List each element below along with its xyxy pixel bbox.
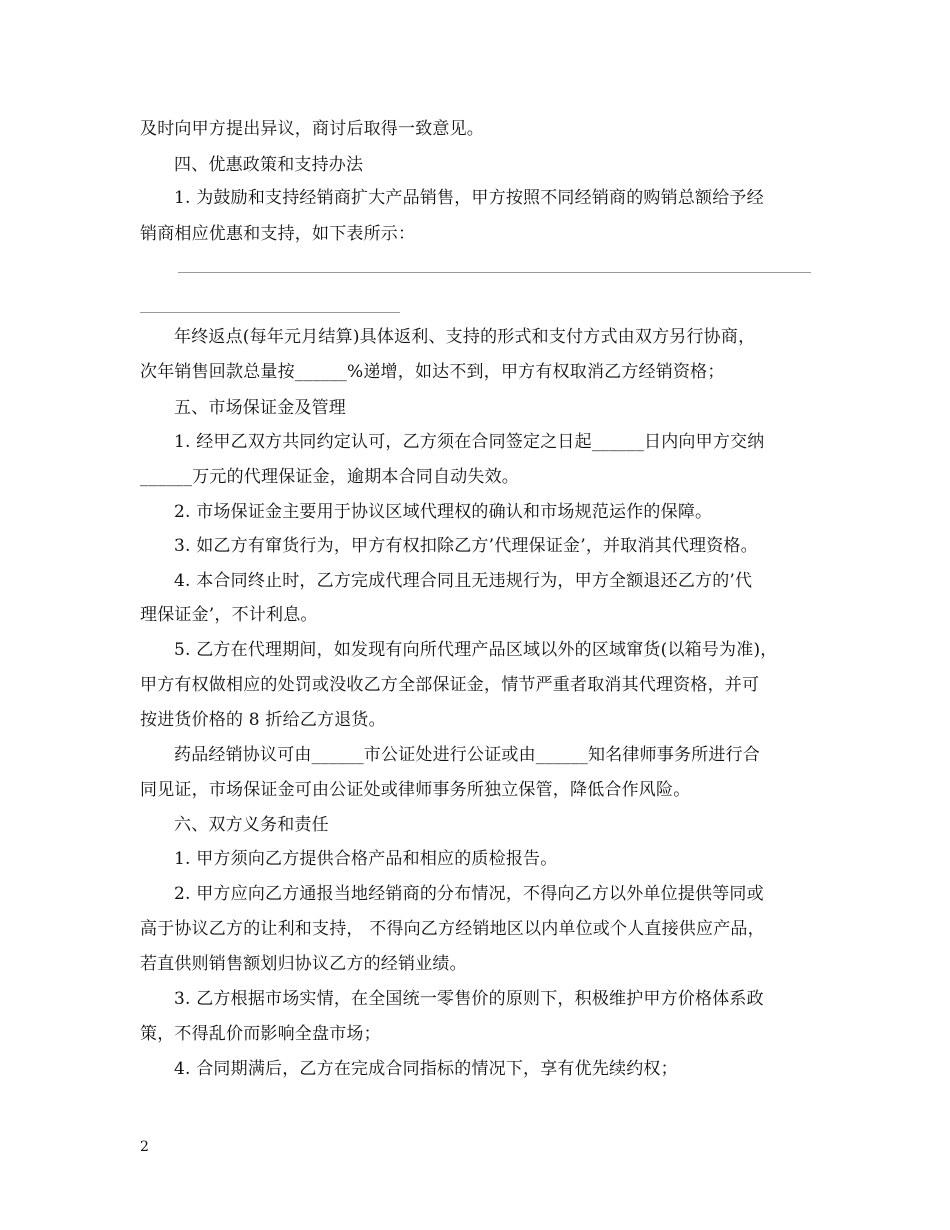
text-line: 5. 乙方在代理期间，如发现有向所代理产品区域以外的区域窜货(以箱号为准)， bbox=[174, 640, 778, 660]
section-heading-6: 六、双方义务和责任 bbox=[174, 815, 329, 835]
text-line: 1. 为鼓励和支持经销商扩大产品销售，甲方按照不同经销商的购销总额给予经 bbox=[174, 188, 764, 208]
text-line: 若直供则销售额划归协议乙方的经销业绩。 bbox=[140, 954, 467, 974]
text-line: ______万元的代理保证金，逾期本合同自动失效。 bbox=[140, 467, 519, 487]
text-line: 3. 乙方根据市场实情，在全国统一零售价的原则下，积极维护甲方价格体系政 bbox=[174, 989, 764, 1009]
text-line: 按进货价格的 8 折给乙方退货。 bbox=[140, 710, 386, 730]
text-line: 3. 如乙方有窜货行为，甲方有权扣除乙方’代理保证金’，并取消其代理资格。 bbox=[174, 536, 758, 556]
table-bottom-rule bbox=[140, 312, 400, 313]
text-line: 2. 市场保证金主要用于协议区域代理权的确认和市场规范运作的保障。 bbox=[174, 502, 713, 522]
text-line: 策，不得乱价而影响全盘市场； bbox=[140, 1024, 381, 1044]
text-line: 1. 甲方须向乙方提供合格产品和相应的质检报告。 bbox=[174, 849, 558, 869]
text-line: 次年销售回款总量按______%递增，如达不到，甲方有权取消乙方经销资格； bbox=[140, 362, 725, 382]
text-line: 高于协议乙方的让利和支持， 不得向乙方经销地区以内单位或个人直接供应产品， bbox=[140, 919, 765, 939]
section-heading-5: 五、市场保证金及管理 bbox=[174, 398, 346, 418]
text-line: 甲方有权做相应的处罚或没收乙方全部保证金，情节严重者取消其代理资格，并可 bbox=[140, 675, 760, 695]
text-line: 2. 甲方应向乙方通报当地经销商的分布情况，不得向乙方以外单位提供等同或 bbox=[174, 884, 764, 904]
text-line: 药品经销协议可由______市公证处进行公证或由______知名律师事务所进行合 bbox=[174, 745, 760, 765]
text-line: 4. 本合同终止时，乙方完成代理合同且无违规行为，甲方全额退还乙方的’代 bbox=[174, 571, 753, 591]
text-line: 年终返点(每年元月结算)具体返利、支持的形式和支付方式由双方另行协商， bbox=[174, 327, 756, 347]
text-line: 销商相应优惠和支持，如下表所示： bbox=[140, 224, 416, 244]
table-top-rule bbox=[178, 272, 811, 273]
text-line: 同见证，市场保证金可由公证处或律师事务所独立保管，降低合作风险。 bbox=[140, 780, 691, 800]
text-line: 1. 经甲乙双方共同约定认可，乙方须在合同签定之日起______日内向甲方交纳 bbox=[174, 432, 765, 452]
section-heading-4: 四、优惠政策和支持办法 bbox=[174, 155, 364, 175]
text-line: 理保证金’，不计利息。 bbox=[140, 605, 318, 625]
text-line: 及时向甲方提出异议，商讨后取得一致意见。 bbox=[140, 119, 484, 139]
text-line: 4. 合同期满后，乙方在完成合同指标的情况下，享有优先续约权； bbox=[174, 1059, 678, 1079]
page-number: 2 bbox=[140, 1139, 149, 1155]
